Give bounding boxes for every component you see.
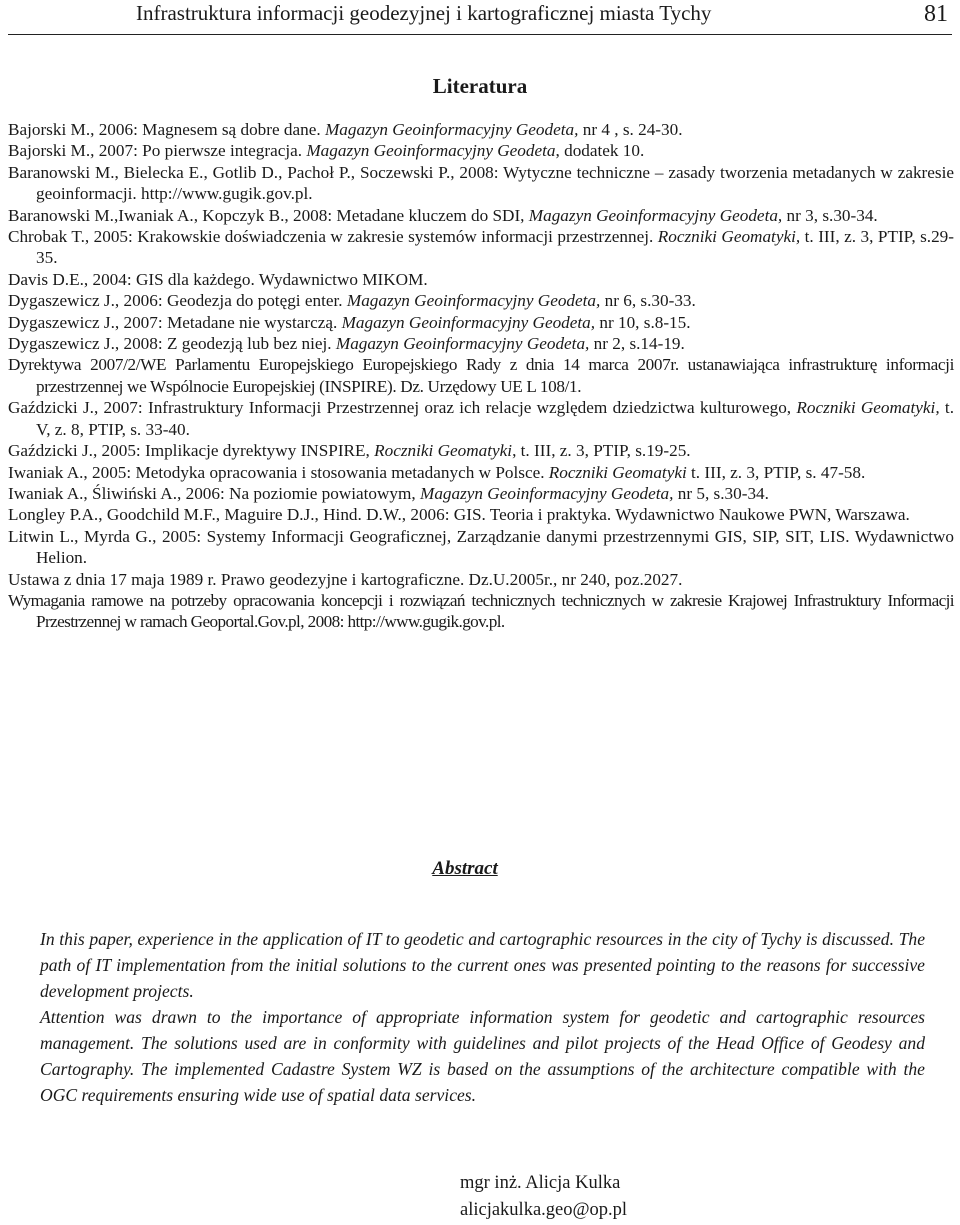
reference-item	[8, 140, 954, 161]
abstract-heading: Abstract	[432, 858, 498, 879]
reference-text: Dygaszewicz J., 2008: Z geodezją lub bez niej.	[8, 334, 336, 354]
reference-text: Bajorski M., 2007: Po pierwsze integracja.	[8, 141, 307, 161]
abstract-body	[40, 926, 925, 1108]
reference-source: Roczniki Geomatyki,	[796, 398, 940, 418]
reference-item	[8, 226, 954, 269]
reference-source: Magazyn Geoinformacyjny Geodeta,	[420, 483, 674, 503]
reference-source: Magazyn Geoinformacyjny Geodeta,	[346, 291, 601, 311]
reference-details: nr 4 , s. 24-30.	[578, 120, 683, 139]
reference-item	[8, 504, 954, 525]
reference-text: Dygaszewicz J., 2007: Metadane nie wystarczą.	[8, 312, 342, 332]
reference-item	[8, 312, 954, 333]
author-email: alicjakulka.geo@op.pl	[460, 1200, 628, 1220]
reference-text: Gaździcki J., 2005: Implikacje dyrektywy INSPIRE,	[8, 441, 375, 461]
reference-text: Dyrektywa 2007/2/WE Parlamentu Europejskiego Europejskiego Rady z dnia 14 marca 2007r. ustanawiająca infrastrukturę informacji przestrzennej we Wspólnocie Europejskiej (INSPIRE). Dz. Urzędowy UE L 108/1.	[8, 355, 954, 396]
reference-details: nr 5, s.30-34.	[673, 483, 769, 503]
reference-details: t. V, z. 8, PTIP, s. 33-40.	[36, 398, 955, 439]
reference-source: Roczniki Geomatyki,	[657, 227, 801, 247]
reference-text: Baranowski M., Bielecka E., Gotlib D., Pachoł P., Soczewski P., 2008: Wytyczne techniczne – zasady tworzenia metadanych w zakresie geoinformacji. http://www.gugik.gov.pl.	[8, 162, 954, 204]
reference-item	[8, 162, 954, 205]
reference-text: Chrobak T., 2005: Krakowskie doświadczenia w zakresie systemów informacji przestrzennej.	[8, 227, 658, 247]
reference-text: Gaździcki J., 2007: Infrastruktury Informacji Przestrzennej oraz ich relacje względem dziedzictwa kulturowego,	[8, 398, 797, 418]
reference-text: Ustawa z dnia 17 maja 1989 r. Prawo geodezyjne i kartograficzne. Dz.U.2005r., nr 240, poz.2027.	[8, 569, 683, 589]
reference-details: nr 10, s.8-15.	[595, 312, 691, 332]
reference-list	[8, 119, 954, 633]
reference-text: Baranowski M.,Iwaniak A., Kopczyk B., 2008: Metadane kluczem do SDI,	[8, 205, 529, 225]
author-name: mgr inż. Alicja Kulka	[460, 1173, 621, 1193]
reference-item	[8, 290, 954, 311]
reference-source: Roczniki Geomatyki	[374, 441, 513, 461]
reference-item	[8, 590, 954, 633]
reference-details: nr 6, s.30-33.	[600, 291, 696, 311]
reference-item	[8, 483, 954, 504]
reference-text: Longley P.A., Goodchild M.F., Maguire D.J., Hind. D.W., 2006: GIS. Teoria i praktyka. Wydawnictwo Naukowe PWN, Warszawa.	[8, 505, 910, 525]
reference-text: Dygaszewicz J., 2006: Geodezja do potęgi enter.	[8, 291, 347, 311]
reference-source: Magazyn Geoinformacyjny Geodeta,	[335, 334, 590, 354]
reference-item	[8, 462, 954, 483]
reference-item	[8, 269, 954, 290]
running-title: Infrastruktura informacji geodezyjnej i kartograficznej miasta Tychy	[136, 1, 712, 25]
reference-item	[8, 526, 954, 569]
reference-text: Iwaniak A., 2005: Metodyka opracowania i stosowania metadanych w Polsce.	[8, 462, 549, 482]
reference-item	[8, 440, 954, 461]
page-number: 81	[924, 1, 948, 27]
running-header	[8, 0, 952, 35]
reference-details: t. III, z. 3, PTIP, s.29-35.	[36, 227, 954, 268]
reference-item	[8, 569, 954, 590]
reference-text: Litwin L., Myrda G., 2005: Systemy Informacji Geograficznej, Zarządzanie danymi przestrzennymi GIS, SIP, SIT, LIS. Wydawnictwo Helion.	[8, 526, 954, 568]
reference-item	[8, 119, 954, 140]
reference-item	[8, 397, 954, 440]
reference-source: Magazyn Geoinformacyjny Geodeta,	[528, 205, 783, 225]
reference-source: Roczniki Geomatyki	[548, 462, 687, 482]
reference-text: Davis D.E., 2004: GIS dla każdego. Wydawnictwo MIKOM.	[8, 269, 428, 289]
reference-source: Magazyn Geoinformacyjny Geodeta,	[324, 120, 579, 139]
reference-details: nr 3, s.30-34.	[782, 205, 878, 225]
author-block	[460, 1170, 627, 1224]
reference-item	[8, 354, 954, 397]
reference-details: , dodatek 10.	[555, 141, 645, 161]
reference-text: Iwaniak A., Śliwiński A., 2006: Na poziomie powiatowym,	[8, 483, 420, 503]
reference-item	[8, 205, 954, 226]
reference-details: nr 2, s.14-19.	[589, 334, 685, 354]
reference-text: Bajorski M., 2006: Magnesem są dobre dane.	[8, 120, 325, 139]
reference-item	[8, 333, 954, 354]
reference-source: Magazyn Geoinformacyjny Geodeta	[306, 141, 556, 161]
reference-details: , t. III, z. 3, PTIP, s.19-25.	[512, 441, 691, 461]
abstract-paragraph: Attention was drawn to the importance of appropriate information system for geodetic and cartographic resources management. The solutions used are in conformity with guidelines and pilot projects of the Head Office of Geodesy and Cartography. The implemented Cadastre System WZ is based on the assumptions of the architecture compatible with the OGC requirements ensuring wide use of spatial data services.	[40, 1007, 925, 1105]
literature-heading: Literatura	[432, 74, 528, 98]
reference-source: Magazyn Geoinformacyjny Geodeta,	[341, 312, 596, 332]
abstract-paragraph: In this paper, experience in the application of IT to geodetic and cartographic resources in the city of Tychy is discussed. The path of IT implementation from the initial solutions to the current ones was presented pointing to the reasons for successive development projects.	[40, 929, 925, 1001]
reference-details: t. III, z. 3, PTIP, s. 47-58.	[686, 462, 866, 482]
reference-text: Wymagania ramowe na potrzeby opracowania koncepcji i rozwiązań technicznych technicznych w zakresie Krajowej Infrastruktury Informacji Przestrzennej w ramach Geoportal.Gov.pl, 2008: http://www.gugik.gov.pl.	[8, 590, 954, 632]
